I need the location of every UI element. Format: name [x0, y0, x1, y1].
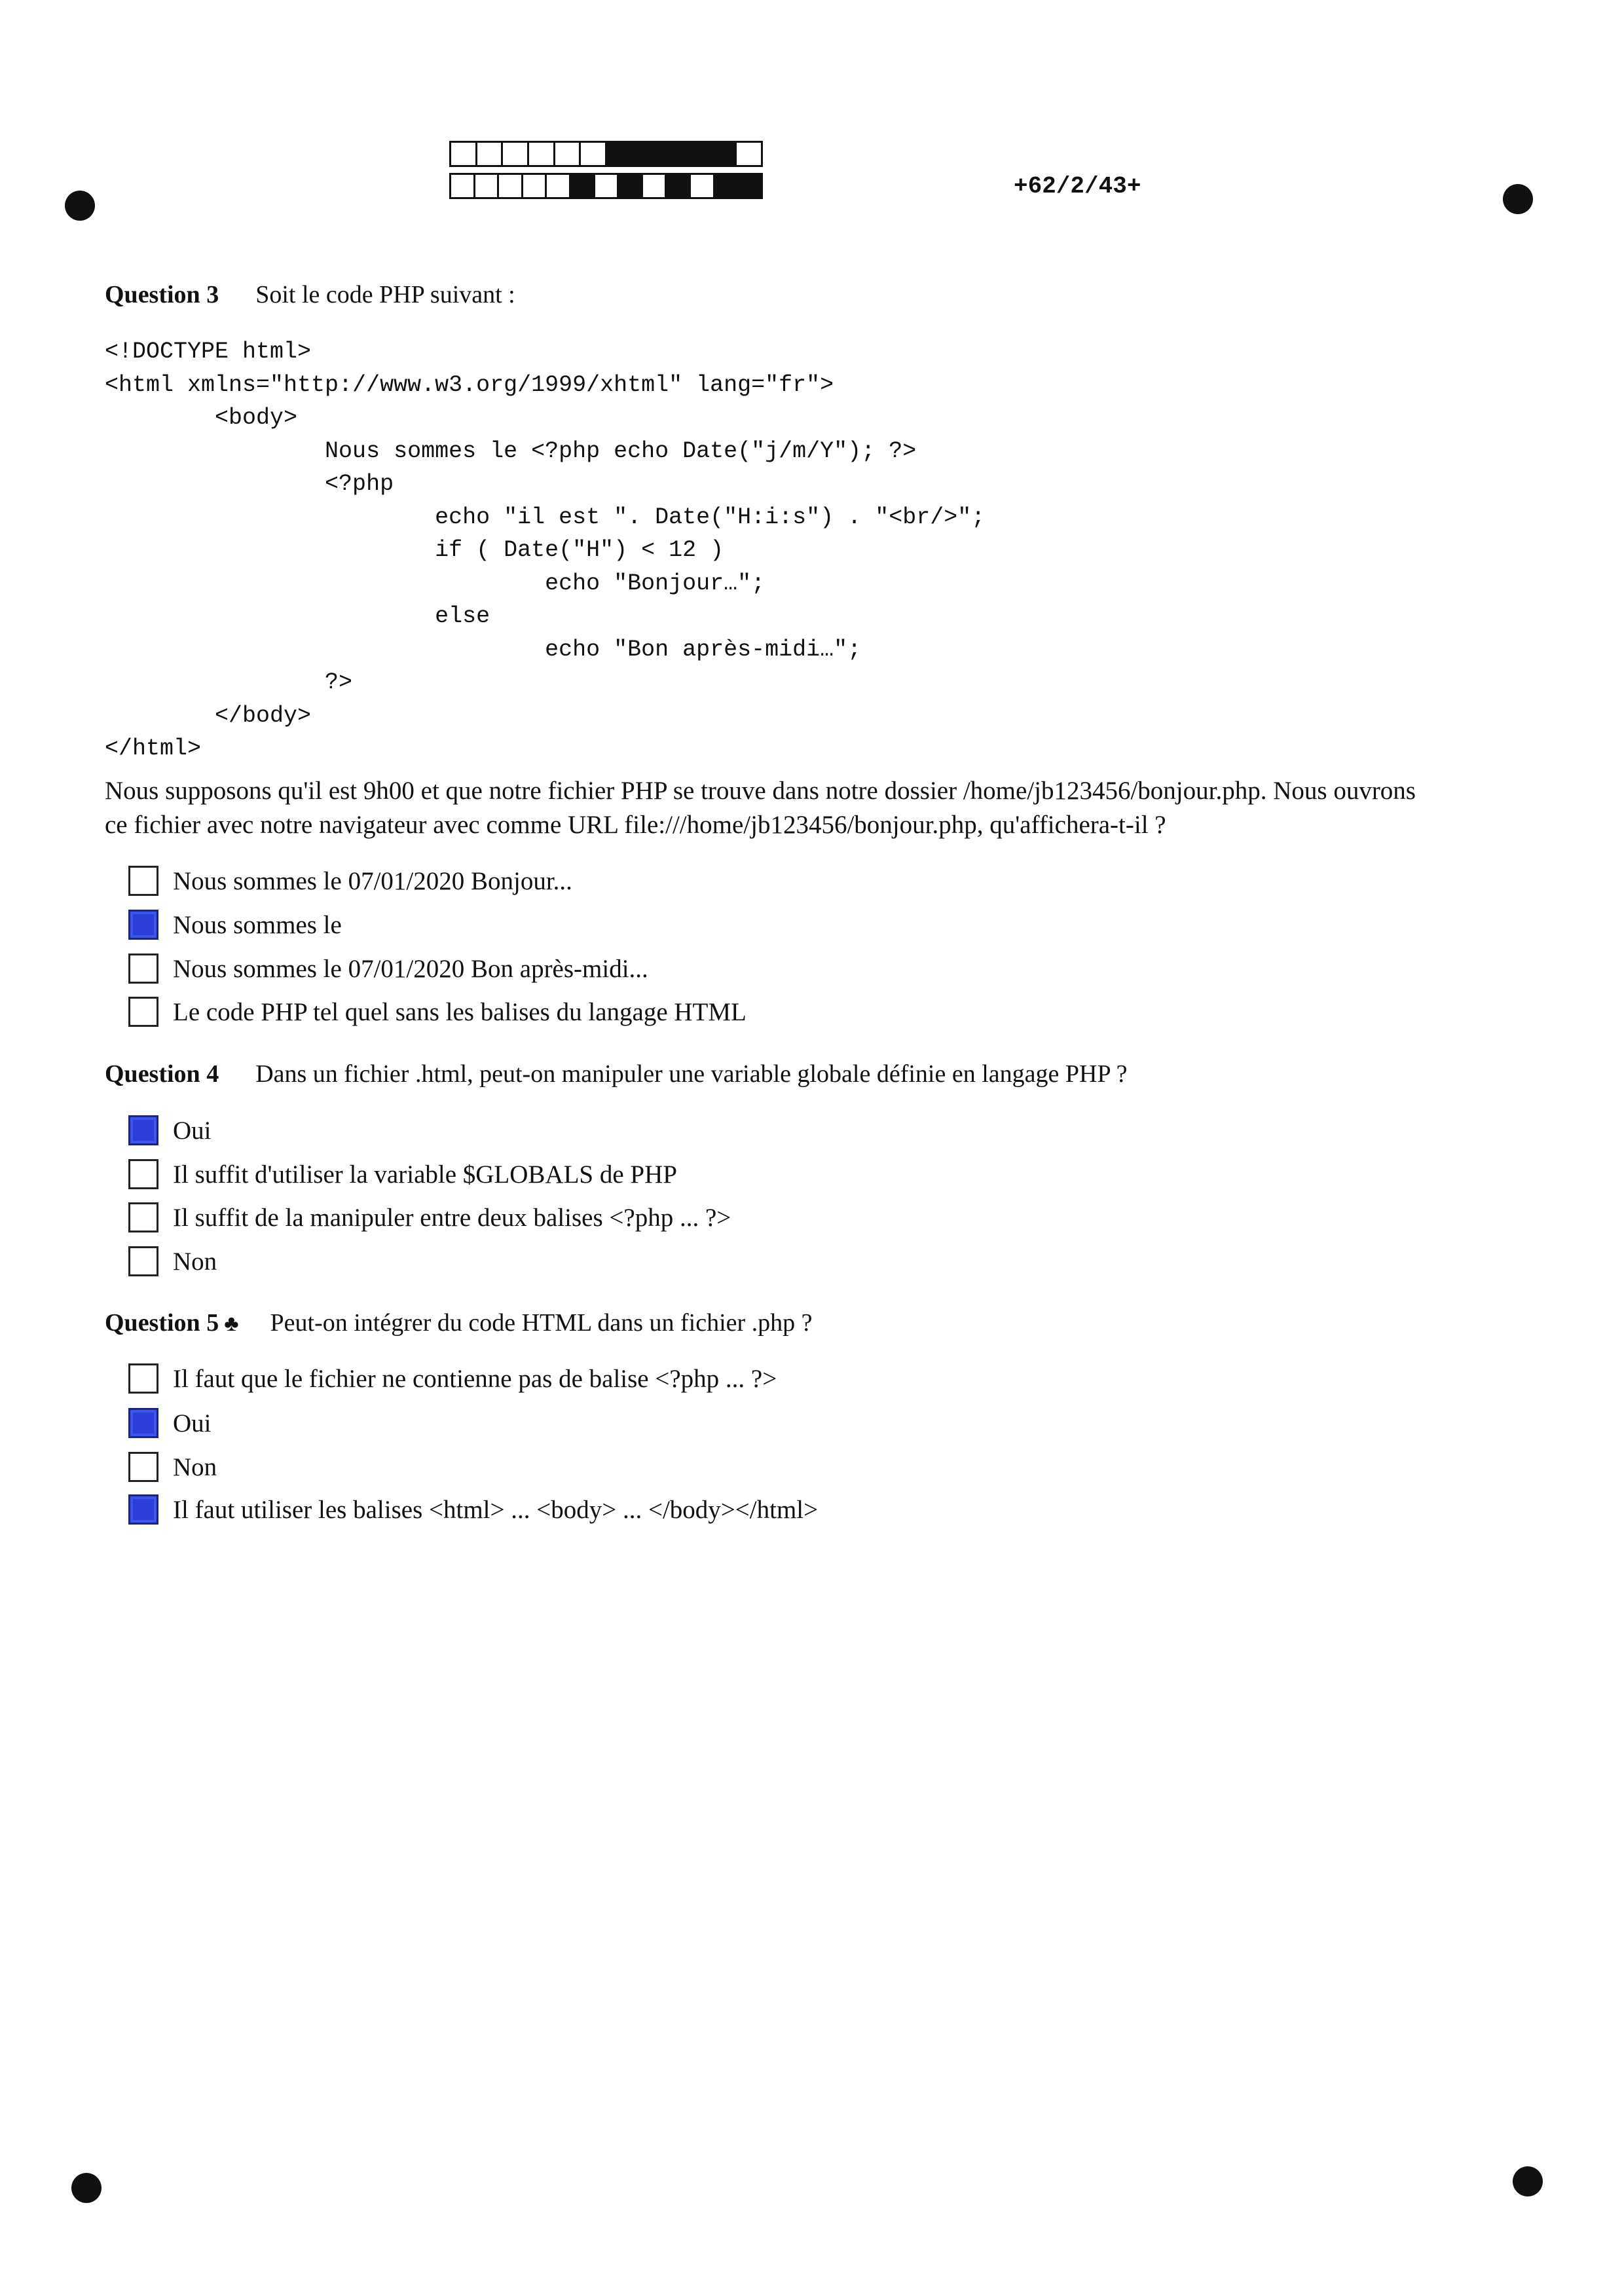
question-3-text: Soit le code PHP suivant : — [255, 281, 515, 308]
checkbox[interactable] — [128, 1202, 158, 1232]
question-5-text: Peut-on intégrer du code HTML dans un fichier .php ? — [270, 1309, 813, 1337]
answer-option[interactable] — [128, 866, 572, 896]
question-5-header — [105, 1308, 813, 1337]
barcode-cell — [713, 173, 739, 199]
checkbox[interactable] — [128, 954, 158, 984]
barcode-cell — [605, 141, 633, 167]
answer-option[interactable] — [128, 1115, 212, 1145]
barcode-cell — [473, 173, 500, 199]
checkbox[interactable] — [128, 1246, 158, 1276]
answer-label: Il faut utiliser les balises <html> ... <body> ... </body></html> — [173, 1495, 819, 1524]
answer-option[interactable] — [128, 954, 648, 984]
php-code-block: <!DOCTYPE html> <html xmlns="http://www.w3.org/1999/xhtml" lang="fr"> <body> Nous sommes le <?php echo Date("j/m/Y"); ?> <?php echo "il est ". Date("H:i:s") . "<br/>"; if ( Date("H") < 12 ) echo "Bonjour…"; else echo "Bon après-midi…"; ?> </body> </html> — [105, 339, 986, 762]
checkbox[interactable] — [128, 1363, 158, 1394]
barcode-top — [449, 141, 761, 167]
answer-label: Non — [173, 1453, 217, 1481]
barcode-cell — [657, 141, 685, 167]
registration-mark-top-left — [65, 191, 95, 221]
checkbox[interactable] — [128, 1494, 158, 1525]
barcode-cell — [735, 141, 763, 167]
barcode-cell — [449, 173, 475, 199]
sheet-code: +62/2/43+ — [1014, 173, 1141, 200]
answer-option[interactable] — [128, 1452, 217, 1482]
barcode-cell — [617, 173, 643, 199]
barcode-cell — [545, 173, 571, 199]
barcode-cell — [665, 173, 691, 199]
answer-label: Nous sommes le 07/01/2020 Bon après-midi... — [173, 954, 648, 983]
answer-option[interactable] — [128, 1246, 217, 1276]
answer-option[interactable] — [128, 1202, 731, 1232]
barcode-cell — [593, 173, 619, 199]
answer-option[interactable] — [128, 997, 747, 1027]
barcode-cell — [527, 141, 555, 167]
question-3-header — [105, 280, 515, 309]
checkbox[interactable] — [128, 1159, 158, 1189]
answer-label: Nous sommes le 07/01/2020 Bonjour... — [173, 866, 572, 895]
answer-label: Oui — [173, 1116, 212, 1145]
question-3-label: Question 3 — [105, 281, 219, 308]
answer-label: Il suffit d'utiliser la variable $GLOBALS de PHP — [173, 1160, 677, 1189]
barcode-cell — [553, 141, 581, 167]
barcode-cell — [521, 173, 547, 199]
barcode-cell — [497, 173, 523, 199]
barcode-cell — [631, 141, 659, 167]
question-4-header — [105, 1060, 1128, 1088]
barcode-cell — [501, 141, 529, 167]
question-5-label: Question 5 — [105, 1309, 219, 1337]
barcode-cell — [579, 141, 607, 167]
question-3-paragraph-line: Nous supposons qu'il est 9h00 et que notre fichier PHP se trouve dans notre dossier /home/jb123456/bonjour.php. Nous ouvrons — [105, 777, 1416, 805]
registration-mark-top-right — [1503, 184, 1533, 214]
answer-option[interactable] — [128, 1363, 777, 1394]
question-4-text: Dans un fichier .html, peut-on manipuler une variable globale définie en langage PHP ? — [255, 1060, 1128, 1088]
checkbox[interactable] — [128, 866, 158, 896]
club-icon: ♣ — [224, 1312, 239, 1336]
barcode-cell — [709, 141, 737, 167]
answer-label: Oui — [173, 1409, 212, 1437]
answer-label: Nous sommes le — [173, 910, 342, 939]
checkbox[interactable] — [128, 1115, 158, 1145]
barcode-cell — [449, 141, 477, 167]
barcode-cell — [683, 141, 711, 167]
answer-option[interactable] — [128, 1159, 677, 1189]
barcode-cell — [475, 141, 504, 167]
answer-option[interactable] — [128, 1494, 818, 1525]
barcode-cell — [641, 173, 667, 199]
checkbox[interactable] — [128, 997, 158, 1027]
answer-label: Il suffit de la manipuler entre deux balises <?php ... ?> — [173, 1203, 731, 1232]
registration-mark-bottom-right — [1513, 2166, 1543, 2196]
barcode-bottom — [449, 173, 761, 199]
checkbox[interactable] — [128, 1452, 158, 1482]
checkbox[interactable] — [128, 1408, 158, 1438]
answer-label: Le code PHP tel quel sans les balises du langage HTML — [173, 997, 747, 1026]
barcode-cell — [569, 173, 595, 199]
registration-mark-bottom-left — [71, 2173, 101, 2203]
question-3-paragraph — [105, 774, 1513, 842]
checkbox[interactable] — [128, 910, 158, 940]
answer-option[interactable] — [128, 910, 342, 940]
barcode-cell — [737, 173, 763, 199]
answer-option[interactable] — [128, 1408, 212, 1438]
question-3-paragraph-line: ce fichier avec notre navigateur avec comme URL file:///home/jb123456/bonjour.php, qu'affichera-t-il ? — [105, 811, 1166, 839]
barcode-cell — [689, 173, 715, 199]
question-4-label: Question 4 — [105, 1060, 219, 1088]
answer-label: Non — [173, 1247, 217, 1276]
answer-label: Il faut que le fichier ne contienne pas de balise <?php ... ?> — [173, 1364, 777, 1393]
